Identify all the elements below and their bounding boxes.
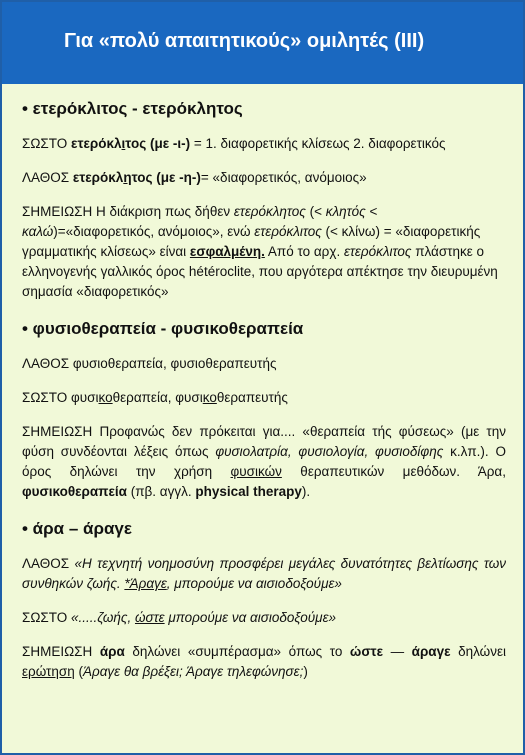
note-text: — (383, 644, 412, 659)
label: ΛΑΘΟΣ (22, 556, 75, 571)
note-text: άραγε (411, 644, 451, 659)
note-text: καλώ (22, 224, 54, 239)
correct-line (22, 134, 506, 154)
note-text: ώστε (349, 644, 383, 659)
highlight: κο (202, 390, 217, 405)
example: , μπορούμε να αισιοδοξούμε» (166, 576, 342, 591)
content-area (22, 98, 506, 696)
note-text: φυσικοθεραπεία (22, 484, 127, 499)
note-text: θεραπευτικών μεθόδων. Άρα, (281, 464, 506, 479)
note-text: φυσιολατρία, φυσιολογία, φυσιοδίφης (215, 444, 444, 459)
label: ΣΩΣΤΟ (22, 610, 72, 625)
note-text: ( (74, 664, 83, 679)
section-heading: • ετερόκλιτος - ετερόκλητος (22, 99, 243, 118)
note-text: ΣΗΜΕΙΩΣΗ (22, 644, 100, 659)
note-text: (< κλίνω) = «διαφορετικής γραμματικής κλίσεως» είναι (22, 224, 481, 259)
correct-line (22, 388, 506, 408)
title-banner (2, 2, 523, 84)
note-text: )=«διαφορετικός, ανόμοιος», ενώ (53, 224, 255, 239)
term (73, 170, 201, 185)
text: θεραπευτής (216, 390, 288, 405)
example: μπορούμε να αισιοδοξούμε» (164, 610, 337, 625)
example: «.....ζωής, (71, 610, 135, 625)
page-title: Για «πολύ απαιτητικούς» ομιλητές (ΙΙΙ) (64, 30, 425, 52)
note-text: (πβ. αγγλ. (126, 484, 196, 499)
note-text: δηλώνει (450, 644, 506, 659)
wrong-line: ΛΑΘΟΣ φυσιοθεραπεία, φυσιοθεραπευτής (22, 356, 277, 371)
label: ΛΑΘΟΣ (22, 170, 73, 185)
term-part: τος (με -ι-) (125, 136, 191, 151)
wrong-line (22, 168, 506, 188)
note-text: ). (301, 484, 311, 499)
highlight-letter: ι (121, 136, 126, 151)
note-text: ) (303, 664, 308, 679)
label: ΣΩΣΤΟ (22, 136, 72, 151)
term-part: τος (με -η-) (131, 170, 201, 185)
note-text: ετερόκλητος (233, 204, 306, 219)
section-heading: • άρα – άραγε (22, 519, 132, 538)
text: ΣΩΣΤΟ φυσι (22, 390, 99, 405)
note-text: (< (305, 204, 326, 219)
term-part: ετερόκλ (72, 170, 124, 185)
example: «Η τεχνητή νοημοσύνη προσφέρει μεγάλες δυνατότητες βελτίωσης των συνθηκών ζωής. (22, 556, 506, 591)
note-text: κλητός (325, 204, 366, 219)
note-text: ΣΗΜΕΙΩΣΗ Προφανώς δεν πρόκειται για.... «θεραπεία τής φύσεως» (με την φύση συνδέονται λέξεις όπως (22, 424, 506, 459)
highlight-letter: η (123, 170, 132, 185)
term-part: ετερόκλ (71, 136, 122, 151)
text: θεραπεία, φυσι (112, 390, 203, 405)
example: ώστε (134, 610, 165, 625)
wrong-line (22, 554, 506, 594)
term (71, 136, 190, 151)
note-text: φυσικών (230, 464, 282, 479)
note-paragraph (22, 422, 506, 502)
correct-line (22, 608, 506, 628)
note-text: Άραγε θα βρέξει; Άραγε τηλεφώνησε; (82, 664, 304, 679)
note-text: ετερόκλιτος (343, 244, 412, 259)
note-text: εσφαλμένη. (189, 244, 265, 259)
note-text: δηλώνει «συμπέρασμα» όπως το (124, 644, 350, 659)
note-text: άρα (99, 644, 125, 659)
example: *Άραγε (124, 576, 167, 591)
definition: = 1. διαφορετικής κλίσεως 2. διαφορετικός (190, 136, 446, 151)
note-text: πλάστηκε ο ελληνογενής γαλλικός όρος hétéroclite, που αργότερα απέκτησε την διευρυμένη σημασία «διαφορετικός» (22, 244, 498, 299)
note-paragraph (22, 642, 506, 682)
note-text: ερώτηση (22, 664, 75, 679)
note-text: κ.λπ.). Ο όρος δηλώνει την χρήση (22, 444, 506, 479)
note-text: ετερόκλιτος (254, 224, 322, 239)
note-text: Από το αρχ. (264, 244, 344, 259)
note-text: ΣΗΜΕΙΩΣΗ Η διάκριση πως δήθεν (22, 204, 234, 219)
section-heading: • φυσιοθεραπεία - φυσικοθεραπεία (22, 319, 304, 338)
definition: = «διαφορετικός, ανόμοιος» (200, 170, 367, 185)
highlight: κο (98, 390, 113, 405)
note-text: < (365, 204, 378, 219)
note-paragraph (22, 202, 506, 302)
note-text: physical therapy (195, 484, 302, 499)
